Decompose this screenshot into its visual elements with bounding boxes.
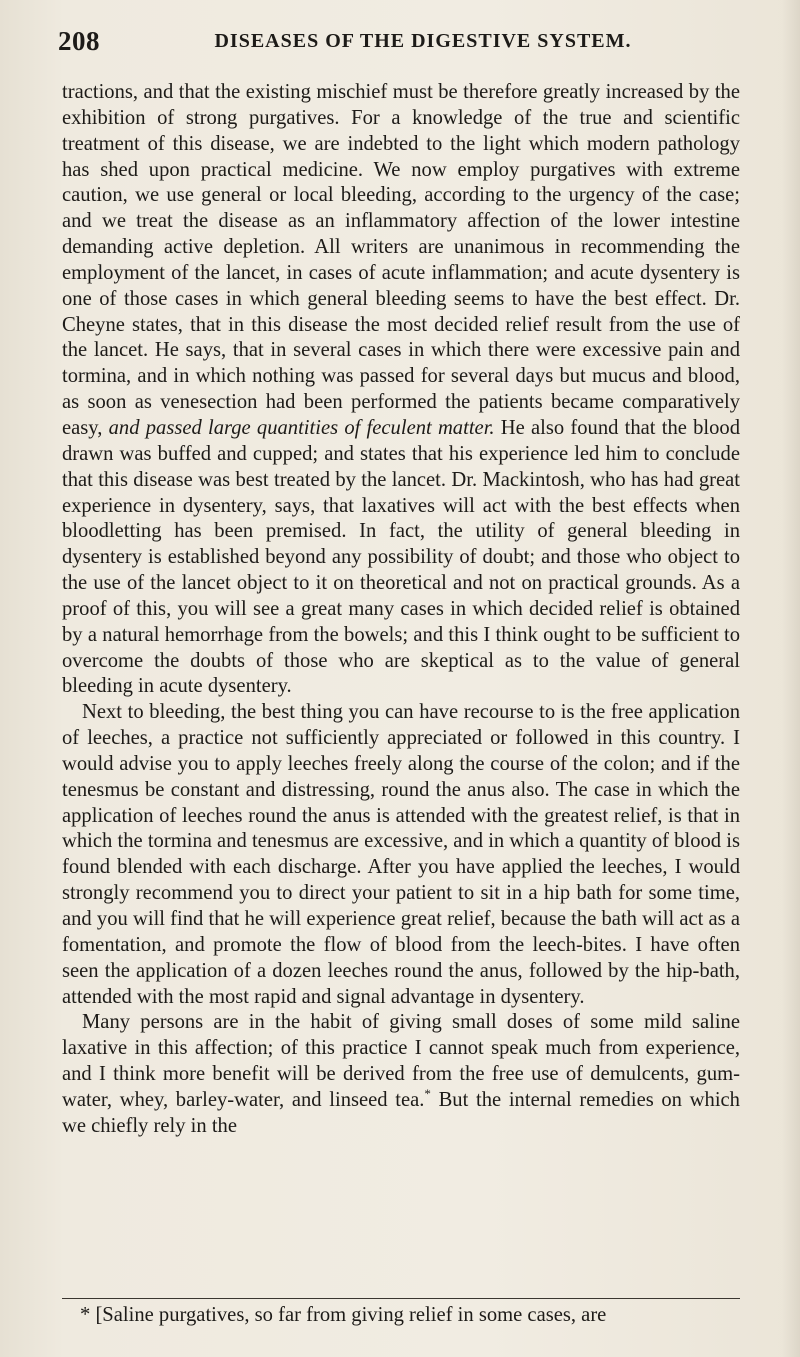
paragraph-1 bbox=[62, 80, 740, 700]
paragraph-1-italic: and passed large quantities of feculent matter. bbox=[108, 416, 495, 439]
running-head: DISEASES OF THE DIGESTIVE SYSTEM. bbox=[214, 30, 632, 52]
footnote: * [Saline purgatives, so far from giving relief in some cases, are bbox=[80, 1304, 607, 1326]
paragraph-3 bbox=[62, 1010, 740, 1139]
footnote-marker: * bbox=[424, 1086, 431, 1102]
paragraph-1-part-b: He also found that the blood drawn was buffed and cupped; and states that his experience led him to conclude that this disease was best treated by the lancet. Dr. Mackintosh, who has had great experience in dysentery, says, that laxatives will act with the best effects when bloodletting has been premised. In fact, the utility of general bleeding in dysentery is established beyond any possibility of doubt; and those who object to the use of the lancet object to it on theoretical and not on practical grounds. As a proof of this, you will see a great many cases in which decided relief is obtained by a natural hemorrhage from the bowels; and this I think ought to be sufficient to overcome the doubts of those who are skeptical as to the value of general bleeding in acute dysentery. bbox=[62, 416, 741, 698]
body-text bbox=[62, 80, 740, 1140]
paragraph-2: Next to bleeding, the best thing you can have recourse to is the free application of leeches, a practice not sufficiently appreciated or followed in this country. I would advise you to apply leeches freely along the course of the colon; and if the tenesmus be constant and distressing, round the anus also. The case in which the application of leeches round the anus is attended with the greatest relief, is that in which the tormina and tenesmus are excessive, and in which a quantity of blood is found blended with each discharge. After you have applied the leeches, I would strongly recommend you to direct your patient to sit in a hip bath for some time, and you will find that he will experience great relief, because the bath will act as a fomentation, and promote the flow of blood from the leech-bites. I have often seen the application of a dozen leeches round the anus, followed by the hip-bath, attended with the most rapid and signal advantage in dysentery. bbox=[62, 701, 740, 1008]
paragraph-1-part-a: tractions, and that the existing mischief must be therefore greatly increased by the exhibition of strong purgatives. For a knowledge of the true and scientific treatment of this disease, we are indebted to the light which modern pathology has shed upon practical medicine. We now employ purgatives with extreme caution, we use general or local bleeding, according to the urgency of the case; and we treat the disease as an inflammatory affection of the lower intestine demanding active depletion. All writers are unanimous in recommending the employment of the lancet, in cases of acute inflammation; and acute dysentery is one of those cases in which general bleeding seems to have the best effect. Dr. Cheyne states, that in this disease the most decided relief result from the use of the lancet. He says, that in several cases in which there were excessive pain and tormina, and in which nothing was passed for several days but mucus and blood, as soon as venesection had been performed the patients became comparatively easy, bbox=[62, 81, 740, 439]
page-header bbox=[58, 22, 748, 62]
footnote-rule bbox=[62, 1298, 740, 1299]
paragraph-3-part-b: But the internal remedies on which we chiefly rely in the bbox=[62, 1088, 740, 1137]
page-number: 208 bbox=[58, 26, 100, 56]
page-edge-shadow bbox=[782, 0, 800, 1357]
paragraph-3-part-a: Many persons are in the habit of giving small doses of some mild saline laxative in this affection; of this practice I cannot speak much from experience, and I think more benefit will be derived from the free use of demulcents, gum-water, whey, barley-water, and linseed tea. bbox=[62, 1011, 740, 1111]
